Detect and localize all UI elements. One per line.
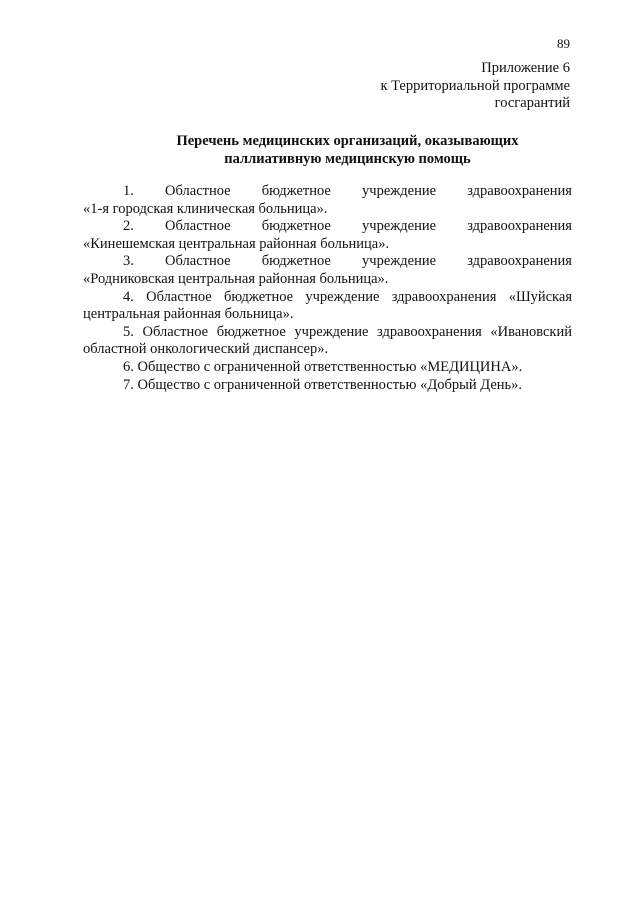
list-item-3-word-2: бюджетное — [261, 253, 331, 270]
list-item-3-rest: «Родниковская центральная районная больница». — [83, 270, 389, 287]
list-item-2-number: 2. — [123, 218, 134, 235]
list-item-6: 6. Общество с ограниченной ответственностью «МЕДИЦИНА». — [123, 358, 523, 375]
list-item-2-first-line — [83, 218, 572, 236]
list-item-3-first-line — [83, 253, 572, 271]
list-item-3-word-4: здравоохранения — [467, 253, 572, 270]
list-item-3-number: 3. — [123, 253, 134, 270]
list-item-4: 4. Областное бюджетное учреждение здравоохранения «Шуйская центральная районная больница». — [83, 288, 572, 323]
appendix-line-3: госгарантий — [494, 95, 570, 111]
list-item-1-word-3: учреждение — [362, 183, 437, 199]
list-item-3-word-3: учреждение — [362, 253, 437, 270]
list-item-2 — [83, 218, 572, 253]
list-item-2-word-4: здравоохранения — [467, 218, 572, 235]
list-item-2-word-1: Областное — [165, 218, 231, 235]
list-item-1 — [83, 183, 572, 218]
list-item-2-word-2: бюджетное — [261, 218, 331, 235]
list-item-1-rest: «1-я городская клиническая больница». — [83, 200, 328, 217]
list-item-3-word-1: Областное — [165, 253, 231, 270]
organization-list — [83, 183, 572, 394]
title-line-2: паллиативную медицинскую помощь — [224, 150, 471, 167]
appendix-line-1: Приложение 6 — [481, 60, 570, 76]
list-item-7: 7. Общество с ограниченной ответственностью «Добрый День». — [123, 376, 522, 393]
list-item-1-word-4: здравоохранения — [467, 183, 572, 199]
list-item-1-word-2: бюджетное — [261, 183, 331, 199]
appendix-header — [270, 60, 570, 113]
list-item-1-word-1: Областное — [165, 183, 231, 199]
list-item-5: 5. Областное бюджетное учреждение здравоохранения «Ивановский областной онкологический диспансер». — [83, 323, 572, 358]
appendix-line-2: к Территориальной программе — [380, 77, 570, 94]
page-number: 89 — [557, 36, 570, 51]
list-item-3 — [83, 253, 572, 288]
document-title — [80, 133, 615, 168]
list-item-1-number: 1. — [123, 183, 134, 199]
list-item-1-first-line — [83, 183, 572, 201]
list-item-2-word-3: учреждение — [362, 218, 437, 235]
list-item-2-rest: «Кинешемская центральная районная больница». — [83, 235, 390, 252]
title-line-1: Перечень медицинских организаций, оказывающих — [176, 133, 519, 149]
